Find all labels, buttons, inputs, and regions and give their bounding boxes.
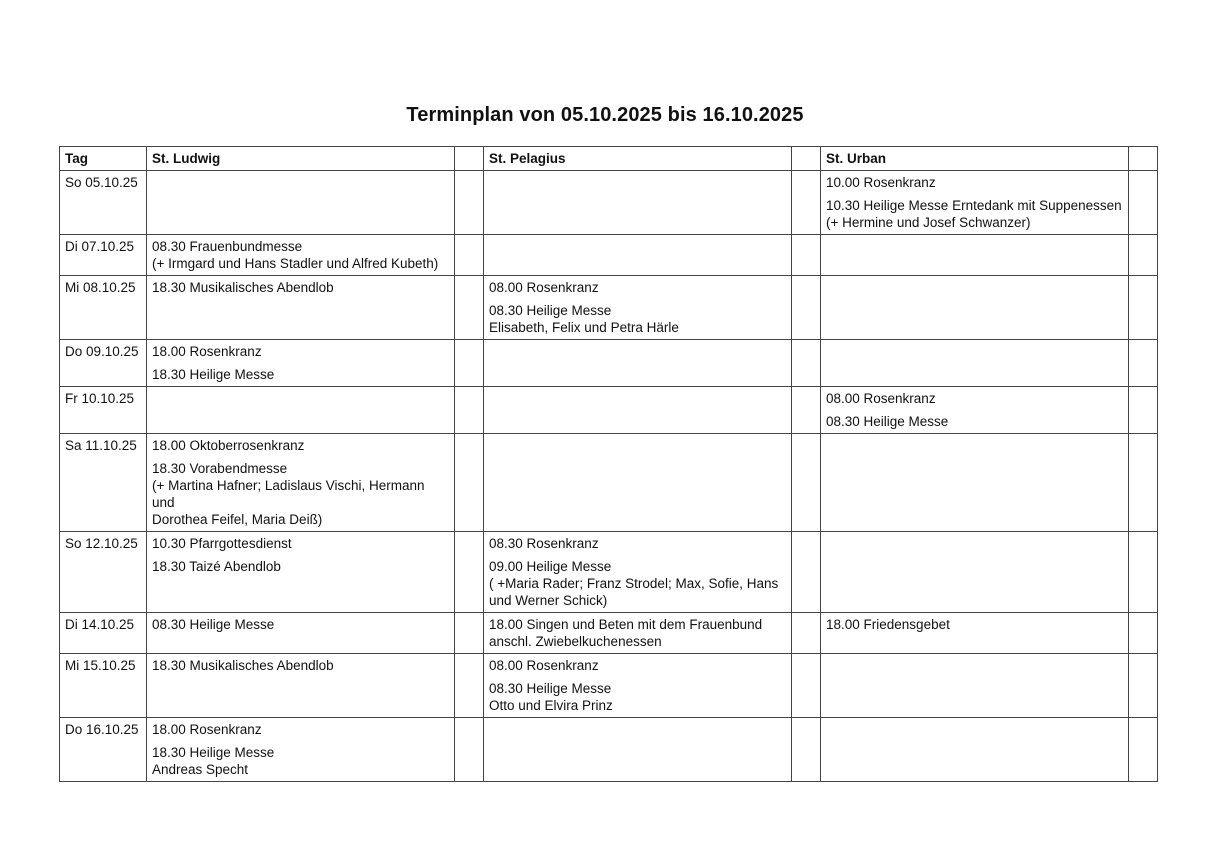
entry-title: 08.30 Heilige Messe [826,414,949,429]
table-row [60,171,1158,235]
header-blank-column [792,147,821,171]
church-cell-urban [821,654,1129,718]
church-cell-ludwig [147,340,455,387]
blank-cell [1129,654,1158,718]
blank-cell [1129,532,1158,613]
schedule-entry [826,197,1123,231]
day-cell: Do 09.10.25 [60,340,147,387]
table-row [60,340,1158,387]
church-cell-urban [821,235,1129,276]
table-row [60,613,1158,654]
entry-title: 18.30 Heilige Messe [152,367,275,382]
blank-cell [792,434,821,532]
header-day: Tag [60,147,147,171]
schedule-entry [152,535,449,552]
church-cell-pelagius [484,718,792,782]
blank-cell [455,434,484,532]
entry-title: 08.30 Heilige Messe [152,617,275,632]
schedule-entry [152,366,449,383]
blank-cell [455,718,484,782]
table-row [60,387,1158,434]
schedule-entry [826,616,1123,633]
table-row [60,276,1158,340]
table-row [60,718,1158,782]
church-cell-pelagius [484,235,792,276]
blank-cell [792,532,821,613]
entry-title: 18.30 Musikalisches Abendlob [152,658,334,673]
blank-cell [1129,718,1158,782]
schedule-entry [489,302,786,336]
day-cell: Di 07.10.25 [60,235,147,276]
entry-note: ( +Maria Rader; Franz Strodel; Max, Sofie, Hans [489,576,779,591]
entry-title: 18.30 Taizé Abendlob [152,559,281,574]
blank-cell [792,276,821,340]
schedule-entry [489,616,786,650]
church-cell-pelagius [484,171,792,235]
entry-title: 08.30 Heilige Messe [489,303,612,318]
church-cell-urban [821,387,1129,434]
blank-cell [1129,613,1158,654]
schedule-entry [152,558,449,575]
entry-note: (+ Irmgard und Hans Stadler und Alfred Kubeth) [152,256,439,271]
church-cell-urban [821,171,1129,235]
schedule-entry [489,279,786,296]
entry-title: 10.30 Heilige Messe Erntedank mit Suppenessen [826,198,1122,213]
day-cell: So 05.10.25 [60,171,147,235]
schedule-entry [152,460,449,528]
church-cell-urban [821,613,1129,654]
schedule-entry [489,680,786,714]
church-cell-pelagius [484,613,792,654]
schedule-entry [152,721,449,738]
church-cell-urban [821,340,1129,387]
day-cell: Fr 10.10.25 [60,387,147,434]
entry-note: Dorothea Feifel, Maria Deiß) [152,512,323,527]
entry-title: 08.30 Heilige Messe [489,681,612,696]
blank-cell [455,235,484,276]
day-cell: Mi 08.10.25 [60,276,147,340]
blank-cell [455,654,484,718]
church-cell-ludwig [147,235,455,276]
entry-note: Otto und Elvira Prinz [489,698,613,713]
blank-cell [792,171,821,235]
church-cell-urban [821,276,1129,340]
entry-title: 08.00 Rosenkranz [489,658,599,673]
blank-cell [792,718,821,782]
schedule-body [60,171,1158,782]
blank-cell [1129,171,1158,235]
header-st-urban: St. Urban [821,147,1129,171]
entry-title: 18.30 Musikalisches Abendlob [152,280,334,295]
entry-title: 10.00 Rosenkranz [826,175,936,190]
entry-title: 18.00 Friedensgebet [826,617,950,632]
entry-title: 10.30 Pfarrgottesdienst [152,536,292,551]
schedule-entry [152,437,449,454]
header-st-ludwig: St. Ludwig [147,147,455,171]
table-header-row [60,147,1158,171]
church-cell-ludwig [147,654,455,718]
church-cell-pelagius [484,434,792,532]
blank-cell [455,613,484,654]
blank-cell [792,654,821,718]
church-cell-pelagius [484,532,792,613]
schedule-entry [489,558,786,609]
church-cell-urban [821,532,1129,613]
schedule-table [59,146,1158,782]
church-cell-ludwig [147,434,455,532]
day-cell: Sa 11.10.25 [60,434,147,532]
blank-cell [455,276,484,340]
schedule-entry [152,238,449,272]
header-blank-column [455,147,484,171]
entry-note: Andreas Specht [152,762,249,777]
entry-note: (+ Martina Hafner; Ladislaus Vischi, Hermann und [152,478,425,510]
blank-cell [792,235,821,276]
day-cell: Mi 15.10.25 [60,654,147,718]
blank-cell [455,340,484,387]
entry-note: (+ Hermine und Josef Schwanzer) [826,215,1031,230]
entry-title: 08.30 Rosenkranz [489,536,599,551]
day-cell: Di 14.10.25 [60,613,147,654]
header-st-pelagius: St. Pelagius [484,147,792,171]
table-row [60,235,1158,276]
entry-note: und Werner Schick) [489,593,608,608]
schedule-entry [152,279,449,296]
day-cell: So 12.10.25 [60,532,147,613]
church-cell-ludwig [147,718,455,782]
church-cell-pelagius [484,340,792,387]
church-cell-ludwig [147,276,455,340]
blank-cell [455,387,484,434]
day-cell: Do 16.10.25 [60,718,147,782]
entry-title: 08.30 Frauenbundmesse [152,239,303,254]
church-cell-ludwig [147,387,455,434]
entry-title: 18.30 Heilige Messe [152,745,275,760]
entry-title: 18.00 Singen und Beten mit dem Frauenbund [489,617,763,632]
church-cell-urban [821,718,1129,782]
entry-title: 09.00 Heilige Messe [489,559,612,574]
schedule-entry [152,657,449,674]
blank-cell [1129,387,1158,434]
church-cell-ludwig [147,613,455,654]
schedule-entry [152,744,449,778]
blank-cell [1129,276,1158,340]
blank-cell [1129,340,1158,387]
table-row [60,532,1158,613]
church-cell-pelagius [484,387,792,434]
blank-cell [455,532,484,613]
blank-cell [792,387,821,434]
entry-title: 18.30 Vorabendmesse [152,461,288,476]
church-cell-ludwig [147,171,455,235]
church-cell-ludwig [147,532,455,613]
page-title: Terminplan von 05.10.2025 bis 16.10.2025 [406,104,804,126]
schedule-entry [489,535,786,552]
church-cell-pelagius [484,654,792,718]
blank-cell [1129,235,1158,276]
entry-title: 18.00 Oktoberrosenkranz [152,438,305,453]
schedule-entry [152,616,449,633]
table-row [60,434,1158,532]
header-blank-column [1129,147,1158,171]
blank-cell [455,171,484,235]
entry-title: 08.00 Rosenkranz [489,280,599,295]
blank-cell [792,340,821,387]
schedule-entry [826,174,1123,191]
entry-title: 18.00 Rosenkranz [152,344,262,359]
church-cell-pelagius [484,276,792,340]
schedule-entry [826,413,1123,430]
entry-title: 08.00 Rosenkranz [826,391,936,406]
schedule-entry [152,343,449,360]
schedule-entry [826,390,1123,407]
church-cell-urban [821,434,1129,532]
schedule-entry [489,657,786,674]
blank-cell [792,613,821,654]
entry-note: Elisabeth, Felix und Petra Härle [489,320,679,335]
entry-title: 18.00 Rosenkranz [152,722,262,737]
entry-note: anschl. Zwiebelkuchenessen [489,634,662,649]
blank-cell [1129,434,1158,532]
table-row [60,654,1158,718]
